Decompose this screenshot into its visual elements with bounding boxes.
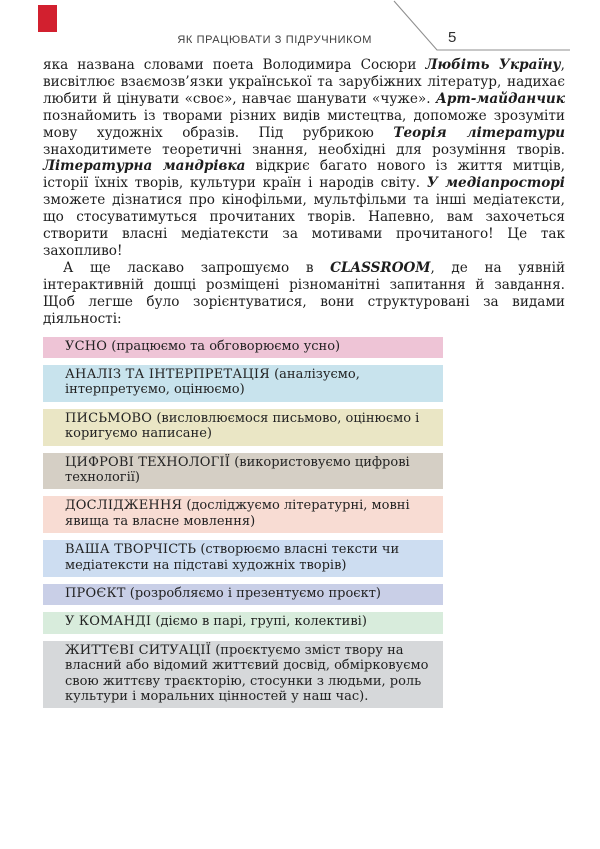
activity-box-title: ЦИФРОВІ ТЕХНОЛОГІЇ (65, 454, 231, 470)
intro-paragraph: яка названа словами поета Володимира Сосюри Любіть Україну, висвітлює взаємозв’язки української та зарубіжних літератур, надихає любити й цінувати «своє», навчає шанувати «чуже». Арт-майданчик познайомить із творами різних видів мистецтва, допоможе зрозуміти мову художніх образів. Під рубрикою Теорія літератури знаходитимете теоретичні знання, необхідні для розуміння творів. Літературна мандрівка відкриє багато нового із життя митців, історії їхніх творів, культури країн і народів світу. У медіапросторі зможете дізнатися про кінофільми, мультфільми та інші медіатексти, що стосуватимуться прочитаних творів. Напевно, вам захочеться створити власні медіатексти за мотивами прочитаного! Це так захопливо! (43, 57, 565, 259)
activity-box-desc: (проєктуємо зміст твору на власний або відомий життєвий досвід, обмірковуємо свою життєву траєкторію, стосунки з людьми, роль культури і моральних цінностей у наш час). (65, 642, 429, 704)
activity-box-komandi (43, 612, 443, 633)
activity-box-desc: (діємо в парі, групі, колективі) (155, 614, 367, 630)
activity-box-zhyttievi (43, 641, 443, 709)
activity-box-tsyfrovi (43, 453, 443, 490)
activity-box-desc: (висловлюємося письмово, оцінюємо і коригуємо написане) (65, 410, 420, 442)
activity-box-analiz (43, 365, 443, 402)
activity-box-desc: (аналізуємо, інтерпретуємо, оцінюємо) (65, 366, 360, 398)
classroom-paragraph: А ще ласкаво запрошуємо в CLASSROOM, де на уявній інтерактивній дошці розміщені різноманітні запитання й завдання. Щоб легше було зорієнтуватися, вони структуровані за видами діяльності: (43, 259, 566, 327)
header-rule-path (394, 1, 570, 50)
activity-box-doslidzhennia (43, 496, 443, 533)
activity-box-usno (43, 337, 443, 358)
activity-box-title: ПРОЄКТ (65, 585, 126, 601)
running-head: ЯК ПРАЦЮВАТИ З ПІДРУЧНИКОМ (177, 34, 372, 46)
activity-box-title: ВАША ТВОРЧІСТЬ (65, 542, 197, 558)
activity-legend (43, 337, 443, 709)
activity-box-desc: (використовуємо цифрові технології) (65, 454, 410, 485)
activity-box-proekt (43, 584, 443, 605)
page-content (43, 57, 565, 715)
activity-box-title: ДОСЛІДЖЕННЯ (65, 498, 183, 514)
activity-box-desc: (працюємо та обговорюємо усно) (111, 338, 341, 354)
page-header (0, 0, 600, 54)
activity-box-title: У КОМАНДІ (65, 614, 152, 630)
page-number: 5 (448, 29, 457, 46)
activity-box-title: ПИСЬМОВО (65, 410, 153, 426)
activity-box-desc: (розробляємо і презентуємо проєкт) (129, 585, 381, 601)
activity-box-tvorchist (43, 540, 443, 577)
activity-box-desc: (досліджуємо літературні, мовні явища та власне мовлення) (65, 498, 410, 529)
activity-box-title: УСНО (65, 338, 108, 354)
activity-box-title: АНАЛІЗ ТА ІНТЕРПРЕТАЦІЯ (65, 366, 270, 382)
activity-box-desc: (створюємо власні тексти чи медіатексти на підставі художніх творів) (65, 542, 400, 573)
activity-box-pysmovo (43, 409, 443, 446)
activity-box-title: ЖИТТЄВІ СИТУАЦІЇ (65, 642, 212, 658)
